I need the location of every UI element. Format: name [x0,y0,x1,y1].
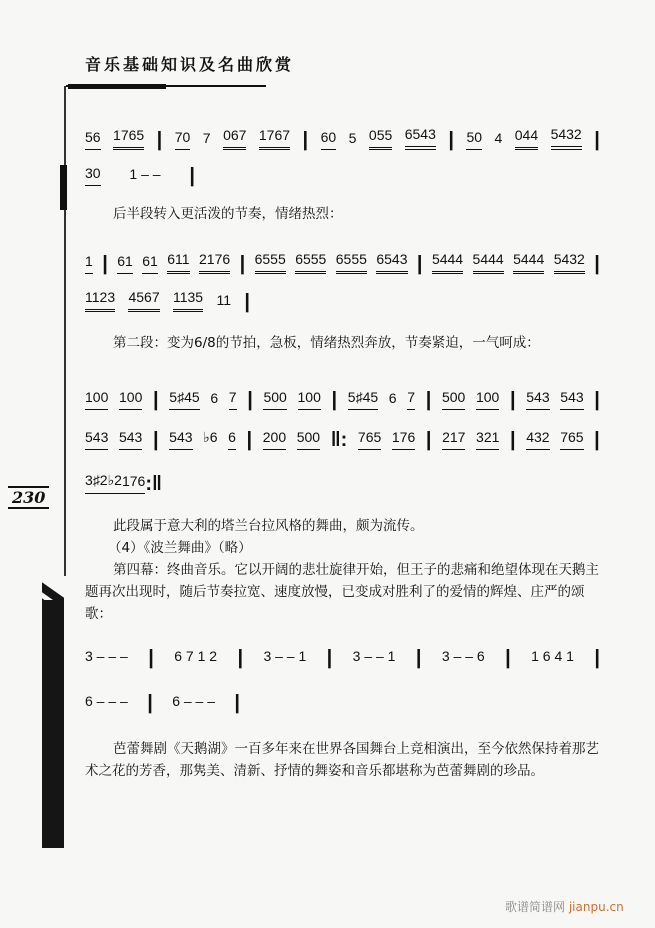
barline: | [237,647,244,669]
note-group: 100 [298,389,321,410]
note-group: 6 [228,429,236,450]
note-group: 5444 [432,251,463,274]
barline: | [448,129,454,151]
barline: ‖: [330,429,348,451]
note-group: 611 [167,251,189,274]
barline: | [302,129,309,151]
barline: | [156,129,163,151]
barline: | [594,647,600,669]
paragraph: 第二段：变为6/8的节拍，急板，情绪热烈奔放，节奏紧迫，一气呵成： [113,335,540,351]
note-group: 432 [526,429,549,450]
barline: | [505,647,511,669]
barline: | [510,389,516,411]
note-group: 500 [263,389,286,410]
paragraph: （4）《波兰舞曲》（略） [108,540,252,556]
score-row [85,252,600,274]
note-group: 6 [210,390,219,406]
note-group: 100 [119,389,142,410]
barline: | [234,692,240,714]
note-group: 30 [85,165,101,186]
note-group: 100 [476,389,499,410]
barline: | [331,389,338,411]
barline: | [425,389,432,411]
note-group: 765 [560,429,583,450]
note-group: 543 [85,429,108,450]
note-group: 100 [85,389,108,410]
note-group: 543 [560,389,583,410]
note-group: 176 [122,473,145,494]
note-group: 1123 [85,289,115,312]
note-group: 6555 [295,251,326,274]
note-group: 2176 [199,251,230,274]
note-group: 6 [388,390,397,406]
note-group: 3 – – 1 [263,648,307,664]
header-rule-thick [68,84,166,89]
note-group: 5444 [513,251,544,274]
barline: | [416,253,423,275]
note-group: 217 [442,429,465,450]
watermark-en: jianpu.cn [568,900,624,914]
paragraph: 第四幕：终曲音乐。它以开阔的悲壮旋律开始，但王子的悲痛和绝望体现在天鹅主题再次出现时，随后节奏拉宽、速度放慢，已变成对胜利了的爱情的辉煌、庄严的颂歌： [85,562,599,622]
note-group: 321 [476,429,499,450]
note-group: 1767 [259,127,290,150]
barline: | [594,389,600,411]
score-row [85,691,240,713]
note-group: 5♯45 [348,389,378,410]
note-group: 56 [85,129,101,150]
note-group: 176 [392,429,415,450]
note-group: 044 [515,127,538,150]
barline: | [244,291,250,313]
score-row [85,428,600,450]
note-group: 1765 [113,127,144,150]
barline: | [102,253,108,275]
note-group: 4567 [128,289,159,312]
note-group: 6555 [336,251,367,274]
note-group: 7 [407,389,415,410]
watermark-cn: 歌谱简谱网 [505,900,566,914]
barline: | [246,429,253,451]
note-group: 11 [216,292,231,308]
barline: | [239,253,246,275]
note-group: 61 [142,253,158,274]
note-group: 1 – – [129,166,161,182]
note-group: 61 [117,253,133,274]
paragraph: 此段属于意大利的塔兰台拉风格的舞曲，颇为流传。 [113,518,424,534]
note-group: 50 [466,129,482,150]
note-group: 7 [229,389,237,410]
barline: | [415,647,422,669]
watermark [505,898,624,915]
note-group: 500 [297,429,320,450]
note-group: 6 – – – [85,693,128,709]
score-row [85,388,600,410]
barline: | [152,429,159,451]
note-group: 5432 [551,126,582,150]
margin-rule [64,86,66,576]
note-group: ♭6 [203,429,218,445]
note-group: 6543 [405,126,436,150]
note-group: 5444 [473,251,504,274]
note-group: 067 [223,127,246,150]
note-group: 70 [175,129,191,150]
paragraph: 后半段转入更活泼的节奏，情绪热烈： [113,206,343,222]
note-group: 1 6 4 1 [531,648,574,664]
barline: | [594,253,600,275]
note-group: 6 – – – [172,693,216,709]
note-group: 5♯45 [169,389,199,410]
score-row [85,164,195,186]
note-group: 1135 [173,289,203,312]
note-group: 5432 [554,251,585,274]
score-row [85,128,600,150]
barline: | [153,389,159,411]
margin-bar [42,600,64,848]
barline: | [189,165,195,187]
note-group: 543 [526,389,549,410]
note-group: 3♯2♭2 [85,472,122,494]
score-row [85,290,250,312]
note-group: 60 [321,129,337,150]
note-group: 4 [494,130,503,146]
note-group: 6 7 1 2 [174,648,218,664]
barline: | [247,389,253,411]
note-group: 200 [263,429,286,450]
running-header: 音乐基础知识及名曲欣赏 [85,55,295,74]
note-group: 5 [348,130,357,146]
barline: | [594,429,600,451]
score-row [85,472,160,494]
note-group: 6555 [255,251,286,274]
note-group: 1 [85,253,93,274]
note-group: 3 – – – [85,648,128,664]
barline: | [326,647,333,669]
note-group: 6543 [376,251,407,274]
note-group: 500 [442,389,465,410]
paragraph: 芭蕾舞剧《天鹅湖》一百多年来在世界各国舞台上竞相演出，至今依然保持着那艺术之花的芳香，那隽美、清新、抒情的舞姿和音乐都堪称为芭蕾舞剧的珍品。 [85,741,599,779]
barline: | [425,429,432,451]
note-group: 543 [169,429,192,450]
score-row [85,646,600,668]
note-group: 7 [202,130,211,146]
note-group: 3 – – 6 [441,648,485,664]
margin-block [60,165,67,210]
note-group: 543 [119,429,142,450]
barline: | [510,429,516,451]
page-number: 230 [8,486,49,509]
note-group: 055 [369,127,392,150]
barline: | [147,692,153,714]
note-group: 3 – – 1 [352,648,396,664]
barline: :‖ [145,473,162,495]
barline: | [594,129,600,151]
barline: | [148,647,154,669]
note-group: 765 [358,429,381,450]
